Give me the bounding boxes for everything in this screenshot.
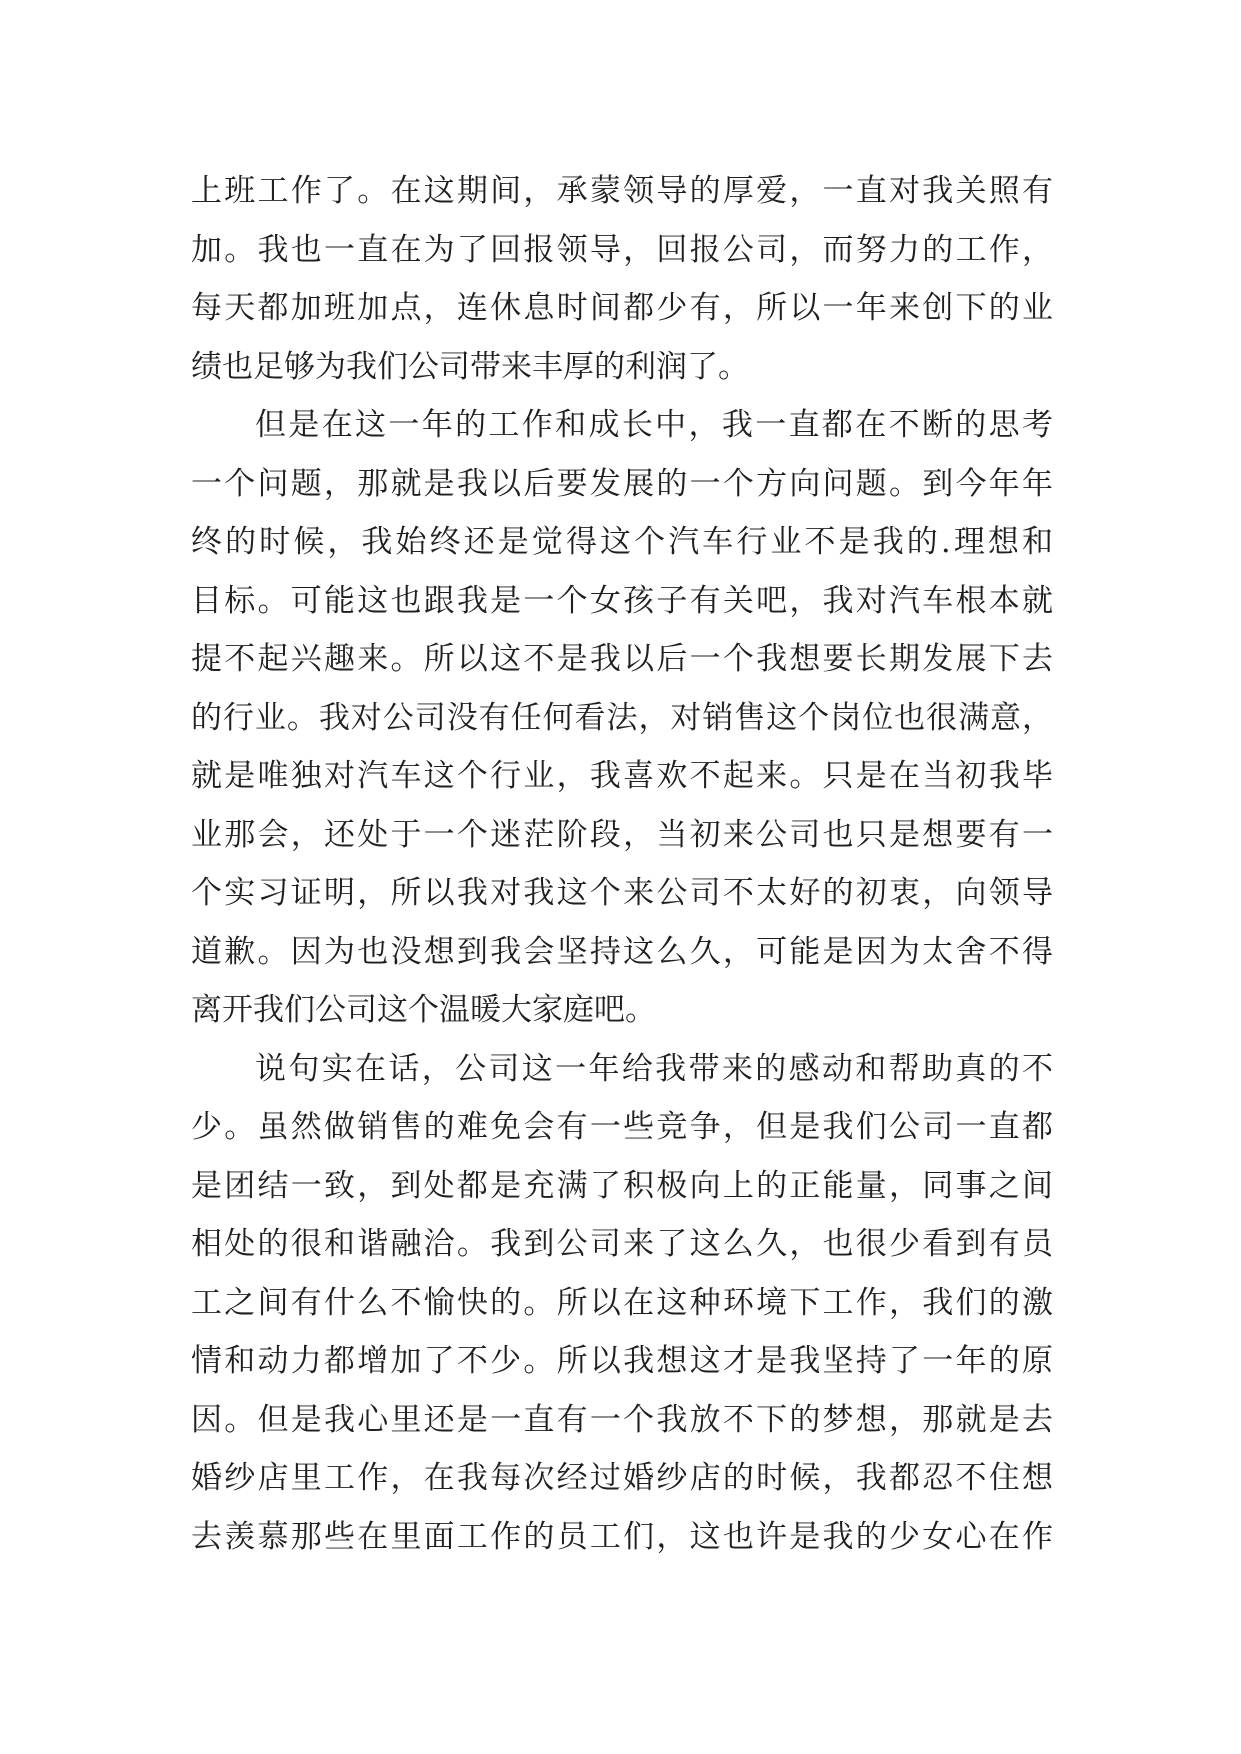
text-line: 一个问题，那就是我以后要发展的一个方向问题。到今年年 <box>191 465 1053 502</box>
text-line: 的行业。我对公司没有任何看法，对销售这个岗位也很满意， <box>191 699 1053 736</box>
text-line: 加。我也一直在为了回报领导，回报公司，而努力的工作， <box>191 231 1053 268</box>
text-line: 提不起兴趣来。所以这不是我以后一个我想要长期发展下去 <box>191 641 1053 677</box>
text-line: 但是在这一年的工作和成长中，我一直都在不断的思考 <box>255 407 1053 443</box>
text-line: 是团结一致，到处都是充满了积极向上的正能量，同事之间 <box>191 1167 1053 1204</box>
text-line: 目标。可能这也跟我是一个女孩子有关吧，我对汽车根本就 <box>191 582 1053 619</box>
text-line: 道歉。因为也没想到我会坚持这么久，可能是因为太舍不得 <box>191 933 1053 970</box>
text-line: 绩也足够为我们公司带来丰厚的利润了。 <box>191 348 749 385</box>
document-body <box>191 162 1053 1566</box>
text-line: 上班工作了。在这期间，承蒙领导的厚爱，一直对我关照有 <box>191 173 1053 209</box>
text-line: 情和动力都增加了不少。所以我想这才是我坚持了一年的原 <box>191 1343 1053 1379</box>
text-line: 业那会，还处于一个迷茫阶段，当初来公司也只是想要有一 <box>191 816 1053 853</box>
text-line: 相处的很和谐融洽。我到公司来了这么久，也很少看到有员 <box>191 1226 1053 1262</box>
text-line: 工之间有什么不愉快的。所以在这种环境下工作，我们的激 <box>191 1284 1053 1321</box>
text-line: 终的时候，我始终还是觉得这个汽车行业不是我的.理想和 <box>191 524 1053 560</box>
text-line: 少。虽然做销售的难免会有一些竞争，但是我们公司一直都 <box>191 1109 1053 1145</box>
text-line: 每天都加班加点，连休息时间都少有，所以一年来创下的业 <box>191 290 1053 326</box>
text-line: 因。但是我心里还是一直有一个我放不下的梦想，那就是去 <box>191 1401 1053 1438</box>
text-line: 婚纱店里工作，在我每次经过婚纱店的时候，我都忍不住想 <box>191 1460 1053 1496</box>
text-line: 个实习证明，所以我对我这个来公司不太好的初衷，向领导 <box>191 875 1053 911</box>
text-line: 就是唯独对汽车这个行业，我喜欢不起来。只是在当初我毕 <box>191 758 1053 794</box>
text-line: 说句实在话，公司这一年给我带来的感动和帮助真的不 <box>255 1050 1053 1087</box>
text-line: 离开我们公司这个温暖大家庭吧。 <box>191 992 656 1028</box>
text-line: 去羡慕那些在里面工作的员工们，这也许是我的少女心在作 <box>191 1518 1053 1555</box>
